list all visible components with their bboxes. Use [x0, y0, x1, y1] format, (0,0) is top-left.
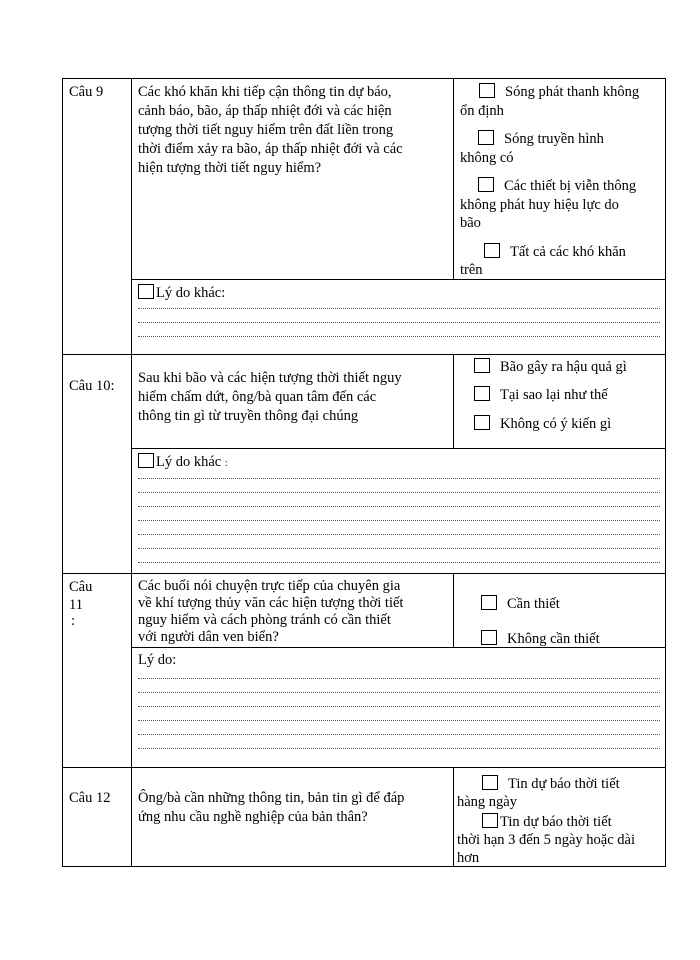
answer-line[interactable] [138, 540, 660, 549]
other-reason-label: Lý do khác: [156, 285, 226, 301]
checkbox[interactable] [138, 453, 154, 468]
answer-line[interactable] [138, 684, 660, 693]
checkbox[interactable] [482, 775, 498, 790]
column-divider [453, 573, 454, 647]
answer-line[interactable] [138, 484, 660, 493]
answer-line[interactable] [138, 526, 660, 535]
question-text-line: cảnh báo, bão, áp thấp nhiệt đới và các hiện [138, 103, 392, 119]
answer-option-text: không phát huy hiệu lực do [460, 197, 619, 213]
column-divider [453, 78, 454, 279]
answer-option[interactable]: Sóng truyền hình [478, 130, 604, 148]
question-number: : [71, 613, 76, 629]
answer-option[interactable]: Không có ý kiến gì [474, 415, 611, 433]
answer-line[interactable] [138, 698, 660, 707]
answer-line[interactable] [138, 726, 660, 735]
question-text-line: hiểm chấm dứt, ông/bà quan tâm đến các [138, 389, 377, 405]
answer-option-text: thời hạn 3 đến 5 ngày hoặc dài [457, 832, 635, 848]
checkbox[interactable] [484, 243, 500, 258]
question-text-line: tượng thời tiết nguy hiểm trên đất liền trong [138, 122, 394, 138]
question-text-line: nguy hiểm và cách phòng tránh có cần thiết [138, 612, 391, 628]
checkbox[interactable] [481, 630, 497, 645]
answer-option-text: không có [460, 150, 514, 166]
answer-line[interactable] [138, 740, 660, 749]
answer-option[interactable]: Tin dự báo thời tiết [482, 813, 612, 831]
answer-option[interactable]: Không cần thiết [481, 630, 600, 648]
question-text-line: hiện tượng thời tiết nguy hiểm? [138, 160, 322, 176]
row-divider [62, 767, 666, 768]
question-text-line: Ông/bà cần những thông tin, bản tin gì để đáp [138, 790, 405, 806]
question-number: Câu 9 [69, 84, 104, 100]
other-reason-label: Lý do: [138, 652, 177, 668]
answer-line[interactable] [138, 554, 660, 563]
cell-divider [131, 279, 666, 280]
question-text-line: thời điểm xảy ra bão, áp thấp nhiệt đới và các [138, 141, 403, 157]
answer-option[interactable]: Tại sao lại như thế [474, 386, 608, 404]
question-number: Câu 12 [69, 790, 111, 806]
checkbox[interactable] [474, 386, 490, 401]
answer-line[interactable] [138, 328, 660, 337]
other-reason-label: Lý do khác [156, 454, 222, 470]
question-number: 11 [69, 597, 83, 613]
question-text-line: Các khó khăn khi tiếp cận thông tin dự báo, [138, 84, 392, 100]
answer-line[interactable] [138, 314, 660, 323]
answer-line[interactable] [138, 470, 660, 479]
question-text-line: thông tin gì từ truyền thông đại chúng [138, 408, 359, 424]
question-text-line: với người dân ven biển? [138, 629, 279, 645]
checkbox[interactable] [138, 284, 154, 299]
answer-line[interactable] [138, 300, 660, 309]
answer-option-text: ổn định [460, 103, 504, 119]
checkbox[interactable] [474, 358, 490, 373]
answer-option[interactable]: Tin dự báo thời tiết [482, 775, 620, 793]
checkbox[interactable] [481, 595, 497, 610]
cell-divider [131, 448, 666, 449]
answer-line[interactable] [138, 512, 660, 521]
answer-option[interactable]: Bão gây ra hậu quả gì [474, 358, 627, 376]
answer-option-text: bão [460, 215, 481, 231]
question-text-line: Sau khi bão và các hiện tượng thời thiết nguy [138, 370, 402, 386]
answer-option-text: hơn [457, 850, 480, 866]
answer-option-text: trên [460, 262, 483, 278]
question-text-line: Các buổi nói chuyện trực tiếp của chuyên gia [138, 578, 401, 594]
answer-line[interactable] [138, 712, 660, 721]
row-divider [62, 354, 666, 355]
column-divider [453, 354, 454, 448]
row-divider [62, 573, 666, 574]
column-divider [453, 767, 454, 867]
answer-option[interactable]: Tất cả các khó khăn [484, 243, 626, 261]
checkbox[interactable] [479, 83, 495, 98]
checkbox[interactable] [474, 415, 490, 430]
checkbox[interactable] [482, 813, 498, 828]
other-reason[interactable]: Lý do khác : [138, 453, 228, 473]
answer-option[interactable]: Cần thiết [481, 595, 560, 613]
question-text-line: ứng nhu cầu nghề nghiệp của bản thân? [138, 809, 368, 825]
checkbox[interactable] [478, 130, 494, 145]
checkbox[interactable] [478, 177, 494, 192]
question-text-line: về khí tượng thủy văn các hiện tượng thời tiết [138, 595, 404, 611]
column-divider [131, 78, 132, 867]
question-number: Câu [69, 579, 93, 595]
answer-option-text: hàng ngày [457, 794, 517, 810]
answer-line[interactable] [138, 670, 660, 679]
answer-option[interactable]: Các thiết bị viễn thông [478, 177, 636, 195]
answer-line[interactable] [138, 498, 660, 507]
answer-option[interactable]: Sóng phát thanh không [479, 83, 639, 101]
question-number: Câu 10: [69, 378, 115, 394]
